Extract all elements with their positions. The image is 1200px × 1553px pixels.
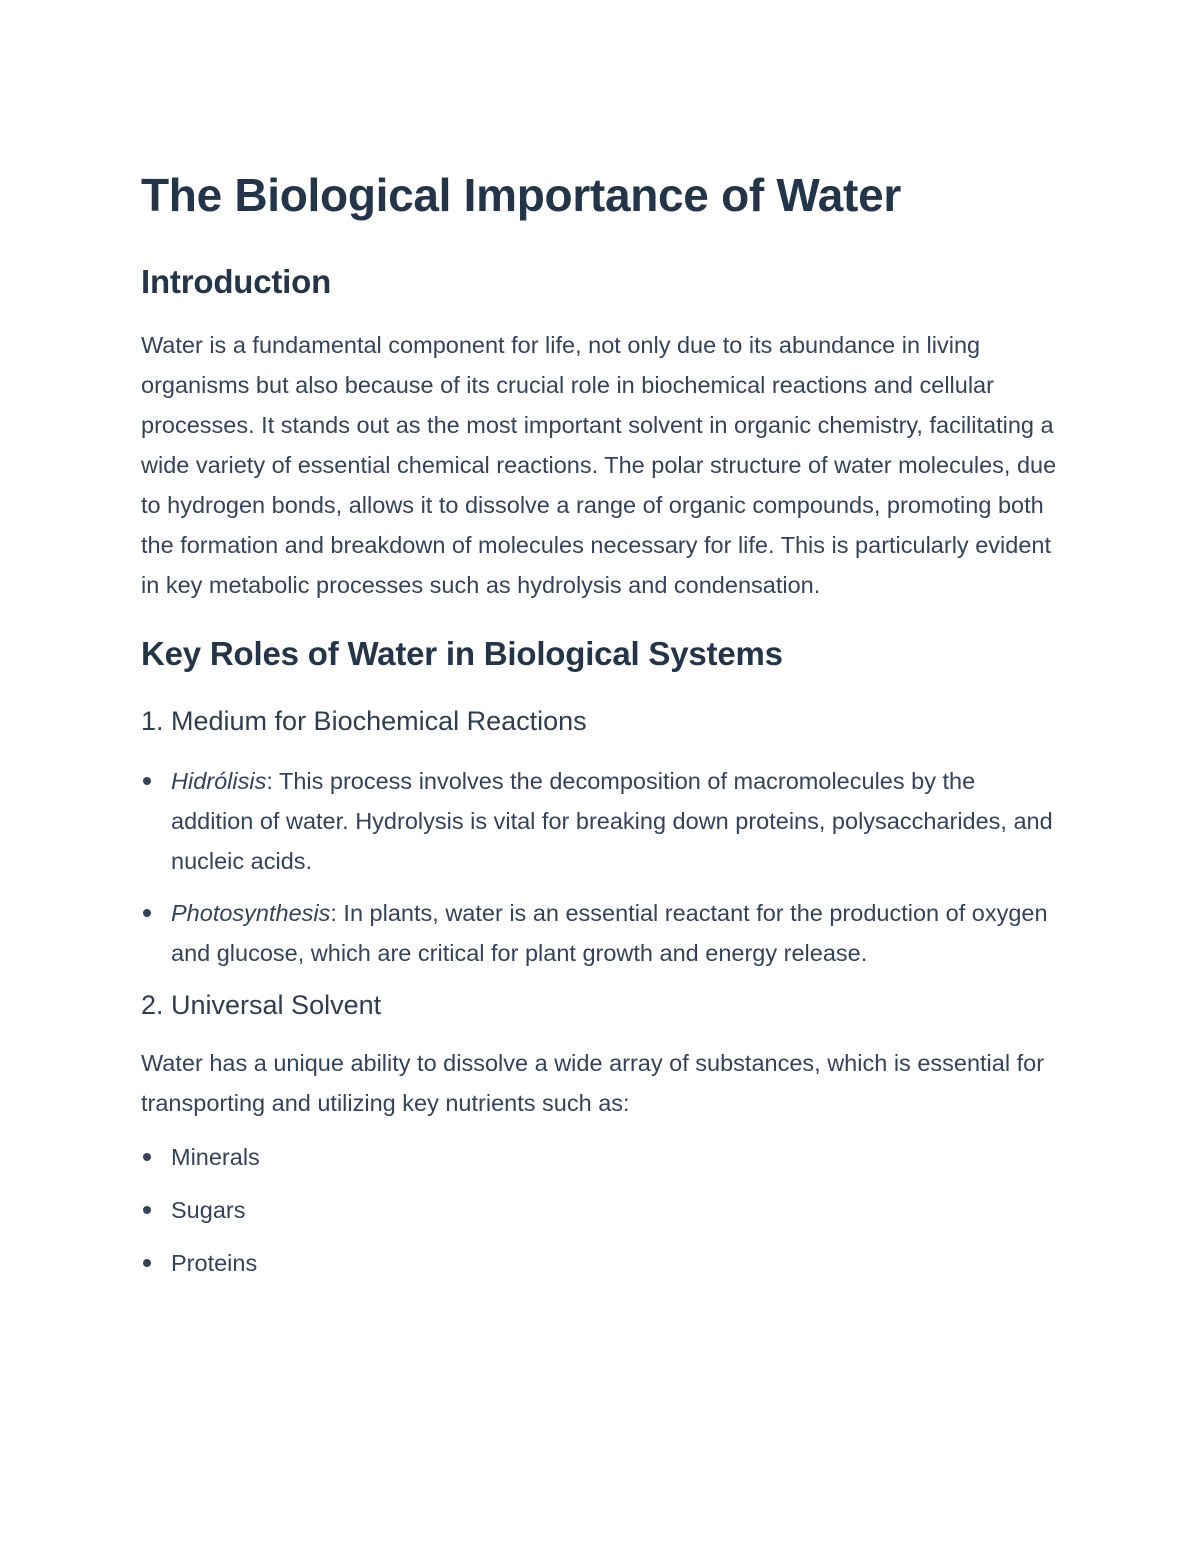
medium-heading: 1. Medium for Biochemical Reactions [141, 706, 587, 736]
bullet-icon [143, 777, 151, 785]
nutrients-list [141, 1137, 1061, 1283]
list-item [141, 1243, 1061, 1283]
list-item [141, 1190, 1061, 1230]
introduction-heading: Introduction [141, 263, 332, 300]
list-item [141, 1137, 1061, 1177]
reactions-list [141, 761, 1061, 973]
list-item-text: : In plants, water is an essential reactant for the production of oxygen and glucose, which are critical for plant growth and energy release. [171, 900, 1048, 966]
list-item-text: Proteins [171, 1250, 258, 1276]
list-item [141, 761, 1061, 881]
bullet-icon [143, 1153, 151, 1161]
solvent-paragraph: Water has a unique ability to dissolve a wide array of substances, which is essential for transporting and utilizing key nutrients such as: [141, 1050, 1045, 1116]
list-item-term: Photosynthesis [171, 900, 331, 926]
list-item-text: : This process involves the decomposition of macromolecules by the addition of water. Hydrolysis is vital for breaking down proteins, polysaccharides, and nucleic acids. [171, 768, 1053, 874]
bullet-icon [143, 1206, 151, 1214]
list-item-text: Minerals [171, 1144, 260, 1170]
document-page [141, 165, 1061, 1296]
document-title: The Biological Importance of Water [141, 169, 901, 221]
bullet-icon [143, 1259, 151, 1267]
list-item-term: Hidrólisis [171, 768, 267, 794]
solvent-heading: 2. Universal Solvent [141, 990, 382, 1020]
introduction-paragraph: Water is a fundamental component for life, not only due to its abundance in living organisms but also because of its crucial role in biochemical reactions and cellular processes. It stands out as the most important solvent in organic chemistry, facilitating a wide variety of essential chemical reactions. The polar structure of water molecules, due to hydrogen bonds, allows it to dissolve a range of organic compounds, promoting both the formation and breakdown of molecules necessary for life. This is particularly evident in key metabolic processes such as hydrolysis and condensation. [141, 332, 1057, 598]
list-item-text: Sugars [171, 1197, 246, 1223]
list-item [141, 893, 1061, 973]
bullet-icon [143, 909, 151, 917]
key-roles-heading: Key Roles of Water in Biological Systems [141, 635, 783, 672]
